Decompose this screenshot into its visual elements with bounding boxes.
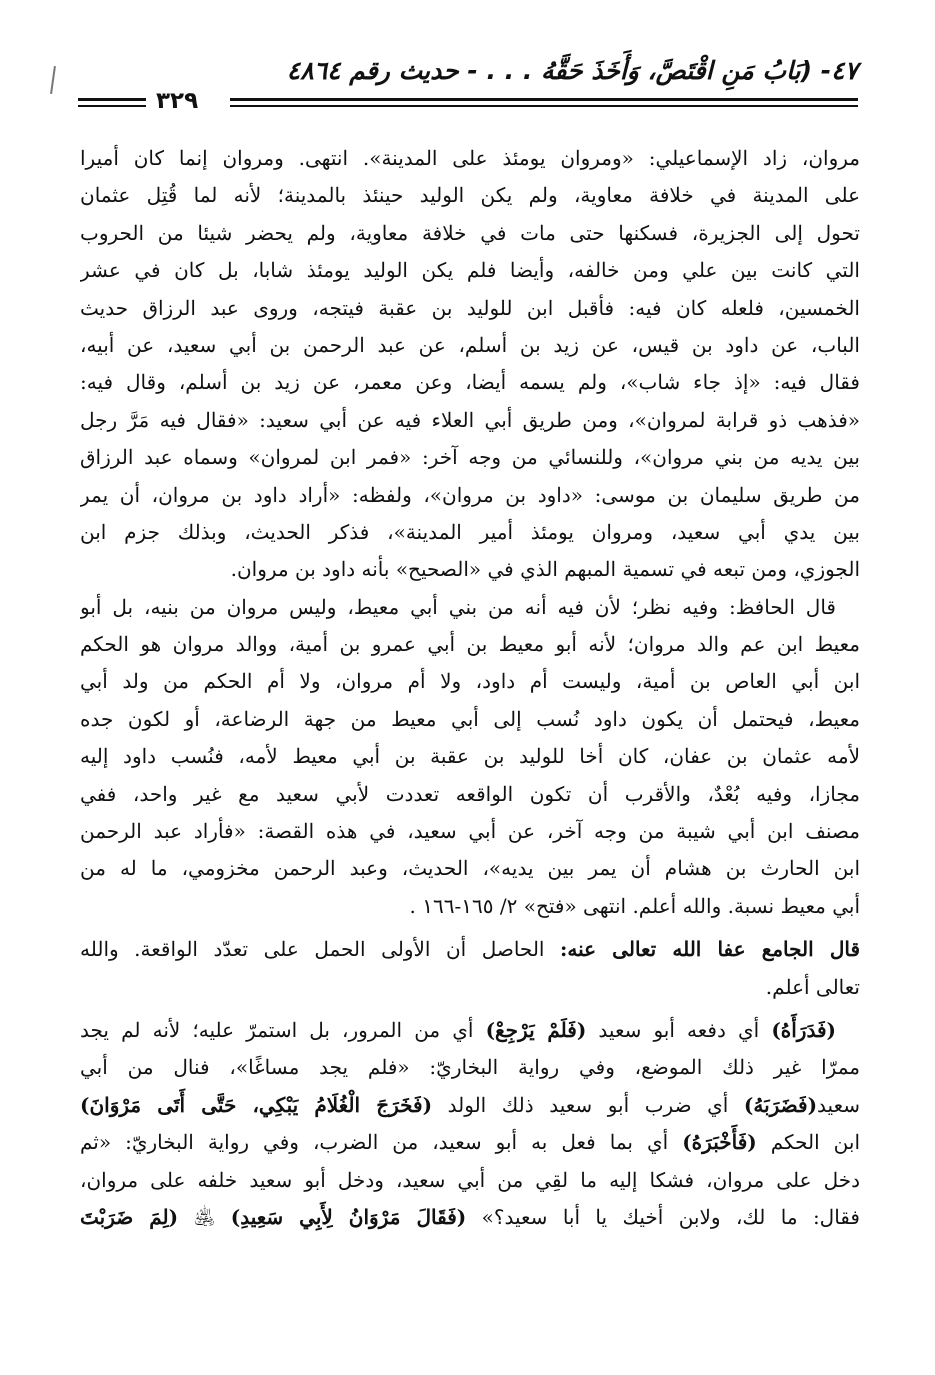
text-line: لأمه عثمان بن عفان، كان أخا للوليد بن عقبة بن أبي معيط لأمه، فنُسب داود إليه [80,744,860,769]
text-line: الخمسين، فلعله كان فيه: فأقبل ابن للوليد بن عقبة فيتجه، وروى عبد الرزاق حديث [80,295,860,320]
commentary: فقال: ما لك، ولابن أخيك يا أبا سعيد؟» [466,1204,860,1229]
commentary: سعيد [817,1092,860,1117]
commentary: أي ضرب أبو سعيد ذلك الولد [432,1092,744,1117]
honorific: ﵁ [178,1204,231,1229]
commentary: ابن الحكم [756,1130,860,1155]
text-line: ممرّا غير ذلك الموضع، وفي رواية البخاريّ: «فلم يجد مساغًا»، فنال من أبي [80,1055,860,1080]
text-line [80,1199,860,1236]
text-line: معيط ابن عم والد مروان؛ لأنه أبو معيط بن أبي عمرو بن أمية، ووالد مروان هو الحكم [80,632,860,657]
text-line: ابن الحارث بن هشام أن يمر بين يديه»، الحديث، وعبد الرحمن مخزومي، ما له من [80,856,860,881]
text-line: تحول إلى الجزيرة، فسكنها حتى مات في خلافة معاوية، ولم يحضر شيئا من الحروب [80,220,860,245]
margin-mark [50,66,56,94]
text-line [80,1124,860,1161]
text-line: الباب، عن داود بن قيس، عن زيد بن أسلم، عن عبد الرحمن بن أبي سعيد، عن أبيه، [80,332,860,357]
text-line: أبي معيط نسبة. والله أعلم. انتهى «فتح» ٢/ ١٦٥-١٦٦ . [409,893,860,918]
text-line: تعالى أعلم. [765,974,860,999]
quoted-term: (فَلَمْ يَرْجِعْ) [485,1017,587,1042]
text-line [80,1087,860,1124]
text-line: قال الحافظ: وفيه نظر؛ لأن فيه أنه من بني أبي معيط، وليس مروان من بنيه، بل أبو [80,594,836,619]
bold-lead: قال الجامع عفا الله تعالى عنه: [560,937,860,962]
page-number: ٣٢٩ [156,88,199,114]
header-title: ٤٧- (بَابُ مَنِ اقْتَصَّ، وَأَخَذَ حَقَّهُ . . . - حديث رقم ٤٨٦٤ [286,56,858,85]
text-line: دخل على مروان، فشكا إليه ما لقِي من أبي سعيد، ودخل أبو سعيد خلفه على مروان، [80,1167,860,1192]
header-rule-left [78,98,146,107]
text-line: ابن أبي العاص بن أمية، وليست أم داود، ولا أم مروان، ولا أم الحكم من ولد أبي [80,669,860,694]
commentary: أي بما فعل به أبو سعيد، من الضرب، وفي رواية البخاريّ: «ثم [80,1130,683,1155]
quoted-term: (فَخَرَجَ الْغُلَامُ يَبْكِي، حَتَّى أَتَى مَرْوَانَ) [80,1092,433,1117]
text-line: التي كانت بين علي ومن خالفه، وأيضا فلم يكن الوليد يومئذ شابا، بل كان في عشر [80,258,860,283]
lead-rest: الحاصل أن الأولى الحمل على تعدّد الواقعة. والله [80,937,560,962]
text-line: مجازا، وفيه بُعْدٌ، والأقرب أن تكون الواقعه تعددت لأبي سعيد مع غير واحد، ففي [80,781,860,806]
text-line: «فذهب ذو قرابة لمروان»، ومن طريق أبي العلاء فيه عن أبي سعيد: «فقال فيه مَرَّ رجل [80,407,860,432]
text-line: من طريق سليمان بن موسى: «داود بن مروان»، ولفظه: «أراد داود بن مروان، أن يمر [80,482,860,507]
header-rule-right [230,98,858,107]
commentary: أي من المرور، بل استمرّ عليه؛ لأنه لم يجد [80,1017,486,1042]
quoted-term: (فَدَرَأَهُ) [771,1017,836,1042]
text-line: معيط، فيحتمل أن يكون داود نُسب إلى أبي معيط من جهة الرضاعة، أو لكون جده [80,706,860,731]
text-line [80,931,860,968]
body-text [80,140,860,1236]
commentary: أي دفعه أبو سعيد [586,1017,772,1042]
text-line: مروان، زاد الإسماعيلي: «ومروان يومئذ على المدينة». انتهى. ومروان إنما كان أميرا [80,146,860,170]
text-line: فقال فيه: «إذ جاء شاب»، ولم يسمه أيضا، وعن معمر، عن زيد بن أسلم، وقال فيه: [80,370,860,395]
text-line: بين يديه من بني مروان»، وللنسائي من وجه آخر: «فمر ابن لمروان» وسماه عبد الرزاق [80,445,860,470]
quoted-term: (فَأَخْبَرَهُ) [682,1130,757,1155]
text-line: بين يدي أبي سعيد، ومروان يومئذ أمير المدينة»، فذكر الحديث، وبذلك جزم ابن [80,519,860,544]
quoted-term: (فَقَالَ مَرْوَانُ لِأَبِي سَعِيدِ) [230,1204,467,1229]
quoted-term: (فَضَرَبَهُ) [743,1092,818,1117]
running-header [78,50,858,114]
quoted-term: (لِمَ ضَرَبْتَ [80,1204,179,1229]
text-line [80,1012,860,1049]
text-line: الجوزي، ومن تبعه في تسمية المبهم الذي في «الصحيح» بأنه داود بن مروان. [230,557,860,582]
text-line: على المدينة في خلافة معاوية، ولم يكن الوليد حينئذ بالمدينة؛ لأنه لما قُتِل عثمان [80,183,860,208]
text-line: مصنف ابن أبي شيبة من وجه آخر، عن أبي سعيد، في هذه القصة: «فأراد عبد الرحمن [80,819,860,844]
